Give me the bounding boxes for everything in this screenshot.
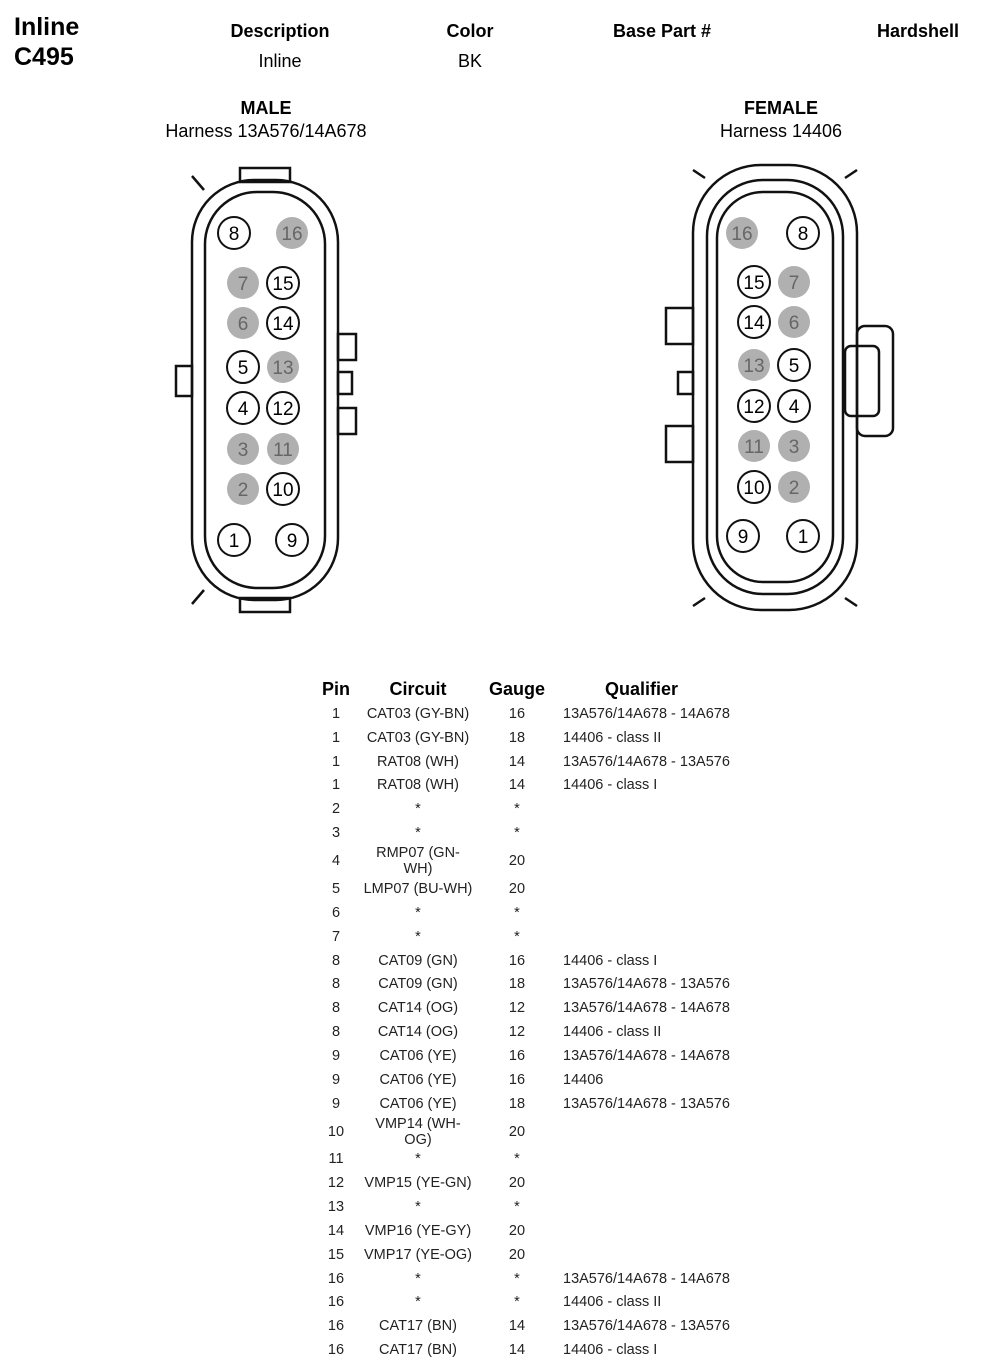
- female-pin-12: [738, 390, 770, 422]
- male-pin-8: [218, 217, 250, 249]
- table-row: [310, 996, 803, 1020]
- cell-pin: 7: [331, 928, 341, 945]
- pin-number: 5: [788, 356, 800, 377]
- cell-qualifier: 13A576/14A678 - 13A576: [563, 976, 730, 993]
- male-pin-6: [227, 307, 259, 339]
- pin-number: 6: [788, 313, 800, 334]
- cell-pin: 16: [327, 1294, 345, 1311]
- pin-number: 8: [228, 224, 240, 245]
- pin-number: 2: [788, 478, 800, 499]
- female-pin-7: [778, 266, 810, 298]
- cell-qualifier: 14406: [563, 1071, 604, 1088]
- male-pin-1: [218, 524, 250, 556]
- cell-circuit: CAT09 (GN): [378, 952, 458, 969]
- cell-circuit: LMP07 (BU-WH): [363, 880, 473, 897]
- cell-pin: 8: [331, 952, 341, 969]
- pin-number: 1: [228, 531, 240, 552]
- cell-pin: 9: [331, 1071, 341, 1088]
- pin-number: 7: [788, 273, 800, 294]
- pin-number: 12: [272, 399, 294, 420]
- cell-circuit: CAT14 (OG): [377, 1024, 459, 1041]
- male-pin-group: [218, 217, 308, 556]
- header-gauge: Gauge: [488, 678, 545, 699]
- pin-number: 4: [788, 397, 800, 418]
- male-pin-10: [267, 473, 299, 505]
- table-row: [310, 1044, 803, 1068]
- female-pin-3: [778, 430, 810, 462]
- cell-qualifier: 13A576/14A678 - 14A678: [563, 1270, 730, 1287]
- cell-gauge: 16: [508, 952, 526, 969]
- connector-diagram: [0, 0, 982, 660]
- cell-qualifier: 13A576/14A678 - 13A576: [563, 1318, 730, 1335]
- cell-circuit: CAT06 (YE): [379, 1071, 457, 1088]
- cell-pin: 10: [327, 1123, 345, 1140]
- cell-qualifier: 14406 - class I: [563, 952, 658, 969]
- female-connector-outline: [666, 165, 893, 610]
- cell-qualifier: 14406 - class II: [563, 1024, 662, 1041]
- cell-gauge: 20: [508, 1222, 526, 1239]
- female-pin-15: [738, 266, 770, 298]
- pin-number: 10: [743, 478, 765, 499]
- cell-circuit: *: [415, 1151, 421, 1168]
- cell-circuit: CAT06 (YE): [379, 1095, 457, 1112]
- cell-gauge: 20: [508, 853, 526, 870]
- cell-qualifier: 13A576/14A678 - 14A678: [563, 1000, 730, 1017]
- cell-circuit: VMP14 (WH-OG): [375, 1115, 461, 1148]
- cell-pin: 1: [331, 705, 341, 722]
- cell-gauge: 14: [508, 777, 526, 794]
- table-row: [310, 1020, 803, 1044]
- cell-pin: 12: [327, 1175, 345, 1192]
- cell-pin: 8: [331, 976, 341, 993]
- cell-gauge: 16: [508, 1071, 526, 1088]
- cell-circuit: VMP16 (YE-GY): [364, 1222, 472, 1239]
- cell-pin: 13: [327, 1199, 345, 1216]
- cell-pin: 16: [327, 1270, 345, 1287]
- male-pin-9: [276, 524, 308, 556]
- pin-number: 12: [743, 397, 765, 418]
- cell-gauge: *: [514, 801, 520, 818]
- cell-gauge: 16: [508, 705, 526, 722]
- cell-qualifier: 13A576/14A678 - 13A576: [563, 1095, 730, 1112]
- table-header-row: [310, 676, 803, 702]
- cell-gauge: 14: [508, 753, 526, 770]
- cell-qualifier: [560, 1148, 803, 1172]
- cell-pin: 3: [331, 825, 341, 842]
- female-pin-2: [778, 471, 810, 503]
- cell-pin: 2: [331, 801, 341, 818]
- cell-pin: 1: [331, 777, 341, 794]
- cell-gauge: 12: [508, 1024, 526, 1041]
- cell-circuit: *: [415, 904, 421, 921]
- female-pin-1: [787, 520, 819, 552]
- cell-gauge: 14: [508, 1342, 526, 1359]
- cell-circuit: *: [415, 801, 421, 818]
- cell-circuit: RAT08 (WH): [377, 753, 459, 770]
- pin-number: 9: [286, 531, 298, 552]
- table-row: [310, 1171, 803, 1195]
- cell-pin: 16: [327, 1318, 345, 1335]
- cell-qualifier: [560, 1195, 803, 1219]
- description-label: Description: [230, 21, 330, 41]
- cell-pin: 8: [331, 1000, 341, 1017]
- table-row: [310, 925, 803, 949]
- cell-qualifier: [560, 1219, 803, 1243]
- cell-qualifier: [560, 821, 803, 845]
- cell-pin: 14: [327, 1222, 345, 1239]
- cell-qualifier: 14406 - class II: [563, 729, 662, 746]
- pin-number: 11: [273, 440, 293, 461]
- pin-number: 8: [797, 224, 809, 245]
- table-row: [310, 1148, 803, 1172]
- cell-circuit: CAT09 (GN): [378, 976, 458, 993]
- male-pin-3: [227, 433, 259, 465]
- cell-qualifier: [560, 797, 803, 821]
- pin-number: 11: [744, 437, 764, 458]
- cell-qualifier: [560, 1116, 803, 1148]
- pin-number: 13: [272, 358, 294, 379]
- table-row: [310, 1116, 803, 1148]
- pin-number: 7: [237, 274, 249, 295]
- pin-number: 15: [272, 274, 294, 295]
- cell-pin: 15: [327, 1246, 345, 1263]
- pinout-table: [310, 676, 803, 1362]
- table-row: [310, 1267, 803, 1291]
- female-pin-10: [738, 471, 770, 503]
- cell-gauge: 16: [508, 1047, 526, 1064]
- female-title: FEMALE: [744, 98, 818, 118]
- table-row: [310, 1243, 803, 1267]
- pin-number: 16: [731, 224, 753, 245]
- pin-number: 3: [788, 437, 800, 458]
- pin-number: 14: [272, 314, 294, 335]
- cell-circuit: *: [415, 1199, 421, 1216]
- pin-number: 5: [237, 358, 249, 379]
- cell-qualifier: [560, 925, 803, 949]
- cell-qualifier: 14406 - class II: [563, 1294, 662, 1311]
- cell-pin: 9: [331, 1095, 341, 1112]
- cell-gauge: 18: [508, 729, 526, 746]
- table-row: [310, 821, 803, 845]
- cell-gauge: 12: [508, 1000, 526, 1017]
- cell-circuit: CAT17 (BN): [379, 1342, 457, 1359]
- female-pin-group: [726, 217, 819, 552]
- male-pin-7: [227, 267, 259, 299]
- cell-circuit: CAT17 (BN): [379, 1318, 457, 1335]
- cell-circuit: *: [415, 825, 421, 842]
- cell-gauge: 14: [508, 1318, 526, 1335]
- male-pin-11: [267, 433, 299, 465]
- cell-pin: 1: [331, 729, 341, 746]
- cell-circuit: VMP17 (YE-OG): [364, 1246, 472, 1263]
- cell-gauge: 20: [508, 1123, 526, 1140]
- table-row: [310, 845, 803, 877]
- female-pin-6: [778, 306, 810, 338]
- color-value: BK: [457, 51, 483, 71]
- male-connector-outline: [176, 168, 356, 612]
- header-qualifier: Qualifier: [605, 678, 679, 699]
- table-row: [310, 1219, 803, 1243]
- male-pin-13: [267, 351, 299, 383]
- pin-number: 10: [272, 480, 294, 501]
- cell-qualifier: 13A576/14A678 - 14A678: [563, 705, 730, 722]
- cell-circuit: *: [415, 1270, 421, 1287]
- cell-gauge: 18: [508, 1095, 526, 1112]
- table-row: [310, 1092, 803, 1116]
- title-line-2: C495: [14, 43, 74, 71]
- cell-circuit: RMP07 (GN-WH): [376, 845, 460, 878]
- female-pin-8: [787, 217, 819, 249]
- cell-circuit: *: [415, 928, 421, 945]
- description-value: Inline: [258, 51, 302, 71]
- cell-circuit: *: [415, 1294, 421, 1311]
- cell-gauge: *: [514, 1294, 520, 1311]
- male-pin-12: [267, 392, 299, 424]
- table-row: [310, 797, 803, 821]
- cell-pin: 1: [331, 753, 341, 770]
- cell-circuit: CAT06 (YE): [379, 1047, 457, 1064]
- cell-gauge: *: [514, 1270, 520, 1287]
- cell-pin: 11: [328, 1151, 344, 1168]
- cell-qualifier: 14406 - class I: [563, 1342, 658, 1359]
- table-row: [310, 1314, 803, 1338]
- table-row: [310, 1195, 803, 1219]
- female-pin-14: [738, 306, 770, 338]
- cell-gauge: *: [514, 825, 520, 842]
- cell-gauge: 20: [508, 1246, 526, 1263]
- cell-pin: 6: [331, 904, 341, 921]
- table-row: [310, 774, 803, 798]
- color-label: Color: [446, 21, 494, 41]
- cell-pin: 8: [331, 1024, 341, 1041]
- cell-qualifier: [560, 845, 803, 877]
- pin-number: 16: [281, 224, 303, 245]
- pin-number: 6: [237, 314, 249, 335]
- table-row: [310, 972, 803, 996]
- pin-number: 9: [737, 527, 749, 548]
- table-row: [310, 877, 803, 901]
- hardshell-label: Hardshell: [876, 21, 960, 41]
- male-pin-16: [276, 217, 308, 249]
- male-title: MALE: [240, 98, 292, 118]
- table-row: [310, 949, 803, 973]
- cell-pin: 16: [327, 1342, 345, 1359]
- cell-circuit: CAT03 (GY-BN): [366, 705, 470, 722]
- pin-number: 14: [743, 313, 765, 334]
- pin-number: 15: [743, 273, 765, 294]
- cell-gauge: *: [514, 1199, 520, 1216]
- cell-qualifier: [560, 901, 803, 925]
- male-pin-5: [227, 351, 259, 383]
- cell-circuit: CAT03 (GY-BN): [366, 729, 470, 746]
- table-row: [310, 1338, 803, 1362]
- cell-gauge: *: [514, 928, 520, 945]
- header-circuit: Circuit: [389, 678, 447, 699]
- base-part-label: Base Part #: [612, 21, 712, 41]
- cell-qualifier: [560, 1243, 803, 1267]
- female-pin-4: [778, 390, 810, 422]
- female-pin-13: [738, 349, 770, 381]
- cell-qualifier: 13A576/14A678 - 14A678: [563, 1047, 730, 1064]
- table-row: [310, 901, 803, 925]
- cell-pin: 5: [331, 880, 341, 897]
- female-pin-16: [726, 217, 758, 249]
- cell-circuit: RAT08 (WH): [377, 777, 459, 794]
- table-row: [310, 702, 803, 726]
- table-row: [310, 750, 803, 774]
- female-pin-9: [727, 520, 759, 552]
- cell-circuit: VMP15 (YE-GN): [364, 1175, 472, 1192]
- male-pin-15: [267, 267, 299, 299]
- cell-pin: 4: [331, 853, 341, 870]
- cell-qualifier: 13A576/14A678 - 13A576: [563, 753, 730, 770]
- header-pin: Pin: [321, 678, 350, 699]
- cell-gauge: *: [514, 1151, 520, 1168]
- male-pin-4: [227, 392, 259, 424]
- pin-number: 1: [797, 527, 809, 548]
- male-pin-2: [227, 473, 259, 505]
- pin-number: 2: [237, 480, 249, 501]
- cell-circuit: CAT14 (OG): [377, 1000, 459, 1017]
- cell-qualifier: [560, 877, 803, 901]
- table-row: [310, 1068, 803, 1092]
- pin-number: 13: [743, 356, 765, 377]
- title-line-1: Inline: [14, 13, 80, 41]
- female-pin-5: [778, 349, 810, 381]
- cell-gauge: 20: [508, 880, 526, 897]
- male-harness: Harness 13A576/14A678: [165, 121, 367, 141]
- female-harness: Harness 14406: [719, 121, 843, 141]
- table-row: [310, 726, 803, 750]
- cell-gauge: 20: [508, 1175, 526, 1192]
- cell-gauge: *: [514, 904, 520, 921]
- female-pin-11: [738, 430, 770, 462]
- cell-pin: 9: [331, 1047, 341, 1064]
- cell-qualifier: [560, 1171, 803, 1195]
- pin-number: 3: [237, 440, 249, 461]
- table-row: [310, 1291, 803, 1315]
- cell-qualifier: 14406 - class I: [563, 777, 658, 794]
- cell-gauge: 18: [508, 976, 526, 993]
- pin-number: 4: [237, 399, 249, 420]
- male-pin-14: [267, 307, 299, 339]
